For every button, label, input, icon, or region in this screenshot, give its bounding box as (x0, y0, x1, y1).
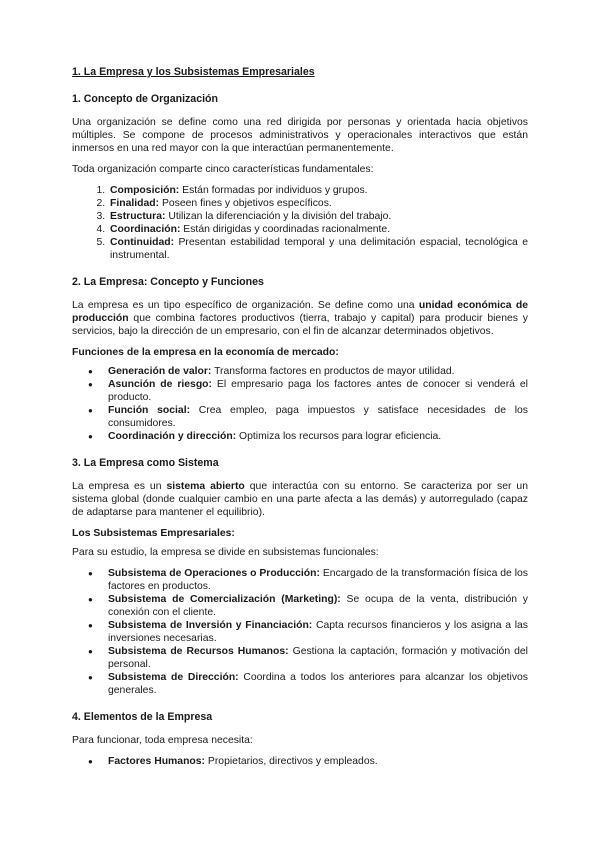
section-3-subheading: Los Subsistemas Empresariales: (72, 528, 235, 539)
section-3-heading: 3. La Empresa como Sistema (72, 457, 219, 469)
list-item: ● Función social: Crea empleo, paga impuestos y satisface necesidades de los consumidores. (108, 404, 528, 430)
list-item: ● Generación de valor: Transforma factores en productos de mayor utilidad. (108, 365, 528, 378)
section-3-paragraph-1: La empresa es un sistema abierto que interactúa con su entorno. Se caracteriza por ser un sistema global (donde cualquier cambio en una parte afecta a las demás) y autorregulado (capaz de adaptarse para mantener el equilibrio). (72, 481, 528, 518)
list-item: ● Subsistema de Dirección: Coordina a todos los anteriores para alcanzar los objetivos generales. (108, 671, 528, 697)
subsystems-list (72, 567, 528, 697)
section-1-heading: 1. Concepto de Organización (72, 93, 218, 105)
section-2-heading: 2. La Empresa: Concepto y Funciones (72, 276, 264, 288)
section-3-paragraph-2: Para su estudio, la empresa se divide en subsistemas funcionales: (72, 547, 379, 558)
section-4 (72, 711, 528, 768)
list-item: ● Subsistema de Operaciones o Producción: Encargado de la transformación física de los factores en productos. (108, 567, 528, 593)
characteristics-list (72, 184, 528, 262)
section-2 (72, 276, 528, 443)
list-item: 3. Estructura: Utilizan la diferenciación y la división del trabajo. (108, 210, 528, 223)
list-item: 4. Coordinación: Están dirigidas y coordinadas racionalmente. (108, 223, 528, 236)
list-item: ● Subsistema de Recursos Humanos: Gestiona la captación, formación y motivación del personal. (108, 645, 528, 671)
list-item: ● Subsistema de Comercialización (Marketing): Se ocupa de la venta, distribución y conexión con el cliente. (108, 593, 528, 619)
document-page (72, 66, 528, 782)
list-item: 5. Continuidad: Presentan estabilidad temporal y una delimitación espacial, tecnológica e instrumental. (108, 236, 528, 262)
document-title: 1. La Empresa y los Subsistemas Empresariales (72, 66, 315, 78)
list-item: 1. Composición: Están formadas por individuos y grupos. (108, 184, 528, 197)
list-item: ● Coordinación y dirección: Optimiza los recursos para lograr eficiencia. (108, 430, 528, 443)
elements-list (72, 755, 528, 768)
section-4-paragraph-1: Para funcionar, toda empresa necesita: (72, 735, 253, 746)
section-3 (72, 457, 528, 697)
list-item: ● Asunción de riesgo: El empresario paga los factores antes de conocer si venderá el producto. (108, 378, 528, 404)
list-item: 2. Finalidad: Poseen fines y objetivos específicos. (108, 197, 528, 210)
section-1-paragraph-2: Toda organización comparte cinco características fundamentales: (72, 164, 374, 175)
section-1-paragraph-1: Una organización se define como una red dirigida por personas y orientada hacia objetivos múltiples. Se compone de procesos administrativos y operacionales interactivos que están inmersos en una red mayor con la que interactúan permanentemente. (72, 117, 528, 154)
section-4-heading: 4. Elementos de la Empresa (72, 711, 213, 723)
functions-list (72, 365, 528, 443)
list-item: ● Subsistema de Inversión y Financiación: Capta recursos financieros y los asigna a las inversiones necesarias. (108, 619, 528, 645)
section-1 (72, 93, 528, 262)
list-item: ● Factores Humanos: Propietarios, directivos y empleados. (108, 755, 528, 768)
section-2-paragraph-1: La empresa es un tipo específico de organización. Se define como una unidad económica de producción que combina factores productivos (tierra, trabajo y capital) para producir bienes y servicios, bajo la dirección de un empresario, con el fin de alcanzar determinados objetivos. (72, 300, 528, 337)
section-2-subheading: Funciones de la empresa en la economía de mercado: (72, 347, 339, 358)
